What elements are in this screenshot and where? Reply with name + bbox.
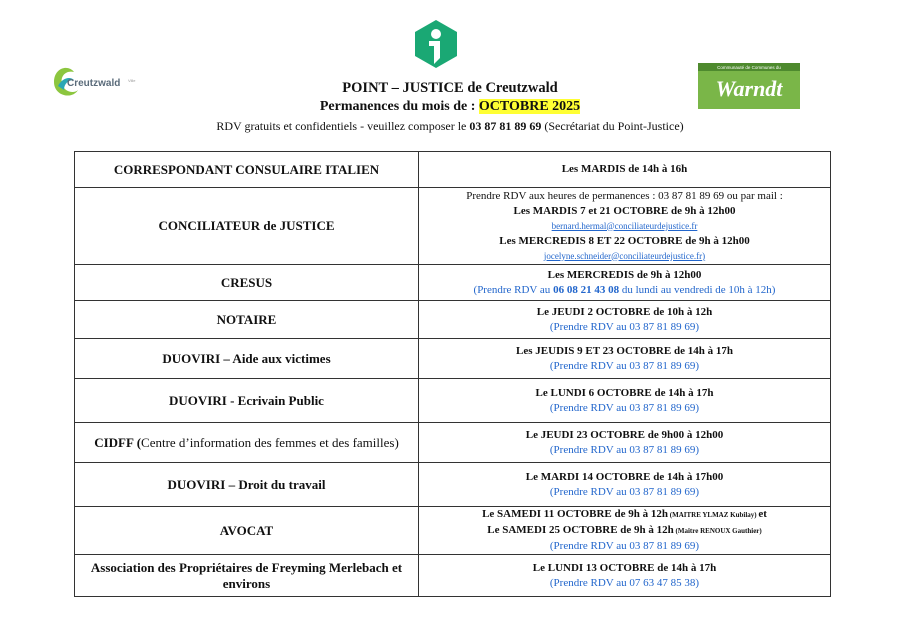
row-schedule — [419, 339, 831, 379]
email-link[interactable]: jocelyne.schneider@conciliateurdejustice.fr) — [543, 250, 706, 261]
table-row — [75, 188, 831, 265]
row-label: CONCILIATEUR de JUSTICE — [75, 188, 419, 265]
subtitle-prefix: Permanences du mois de : — [319, 99, 479, 114]
permanences-table — [74, 151, 831, 597]
schedule-line: Le JEUDI 2 OCTOBRE de 10h à 12h — [536, 305, 713, 318]
schedule-line: Les MARDIS de 14h à 16h — [561, 163, 688, 175]
schedule-line: Le JEUDI 23 OCTOBRE de 9h00 à 12h00 — [525, 428, 724, 441]
label-part: CIDFF ( — [94, 434, 142, 450]
schedule-line: Les JEUDIS 9 ET 23 OCTOBRE de 14h à 17h — [516, 344, 733, 357]
schedule-rdv: (Prendre RDV au 07 63 47 85 38) — [549, 576, 700, 589]
schedule-line: Les MARDIS 7 et 21 OCTOBRE de 9h à 12h00 — [513, 204, 736, 217]
table-row — [75, 379, 831, 423]
row-label: DUOVIRI – Aide aux victimes — [75, 339, 419, 379]
lawyer-name: (MAITRE YLMAZ Kubilay) — [668, 511, 759, 519]
lawyer-name: (Maitre RENOUX Gauthier) — [673, 527, 762, 535]
logo-left-small: Ville — [128, 78, 136, 83]
table-row — [75, 301, 831, 339]
schedule-rdv — [423, 283, 826, 298]
schedule-rdv: (Prendre RDV au 03 87 81 89 69) — [549, 443, 700, 456]
page-subtitle — [150, 99, 750, 115]
schedule-line: Le LUNDI 6 OCTOBRE de 14h à 17h — [535, 386, 714, 399]
month-highlight: OCTOBRE 2025 — [478, 99, 581, 114]
schedule-line: Le LUNDI 13 OCTOBRE de 14h à 17h — [532, 561, 717, 574]
row-label: NOTAIRE — [75, 301, 419, 339]
schedule-rdv: (Prendre RDV au 03 87 81 89 69) — [549, 359, 700, 372]
row-schedule — [419, 301, 831, 339]
page-title: POINT – JUSTICE de Creutzwald — [342, 80, 558, 96]
row-schedule — [419, 463, 831, 507]
schedule-note: Prendre RDV aux heures de permanences : 03 87 81 89 69 ou par mail : — [466, 189, 783, 202]
conjunction: et — [758, 508, 767, 520]
row-label: DUOVIRI - Ecrivain Public — [75, 379, 419, 423]
row-schedule — [419, 152, 831, 188]
row-label — [75, 423, 419, 463]
label-part: Centre d’information — [141, 434, 252, 450]
logo-right-main: Warndt — [715, 76, 783, 101]
schedule-time: Le SAMEDI 25 OCTOBRE de 9h à 12h — [487, 524, 674, 536]
schedule-line: Le MARDI 14 OCTOBRE de 14h à 17h00 — [525, 470, 724, 483]
rdv-suffix: (Secrétariat du Point-Justice) — [541, 119, 684, 133]
row-schedule — [419, 265, 831, 301]
schedule-rdv: (Prendre RDV au 03 87 81 89 69) — [549, 401, 700, 414]
row-schedule — [419, 188, 831, 265]
email-link[interactable]: bernard.hermal@conciliateurdejustice.fr — [551, 220, 698, 231]
schedule-line: Les MERCREDIS de 9h à 12h00 — [547, 268, 702, 281]
row-schedule — [419, 555, 831, 597]
rdv-line — [150, 119, 750, 134]
logo-right-top: Communauté de Communes du — [717, 65, 781, 70]
row-label: AVOCAT — [75, 507, 419, 555]
schedule-rdv: (Prendre RDV au 03 87 81 89 69) — [549, 485, 700, 498]
row-label: DUOVIRI – Droit du travail — [75, 463, 419, 507]
rdv-phone: 06 08 21 43 08 — [553, 283, 620, 296]
schedule-line: Les MERCREDIS 8 ET 22 OCTOBRE de 9h à 12h00 — [499, 234, 750, 247]
row-label: CORRESPONDANT CONSULAIRE ITALIEN — [75, 152, 419, 188]
table-row — [75, 463, 831, 507]
table-row — [75, 339, 831, 379]
table-row — [75, 152, 831, 188]
table-row — [75, 555, 831, 597]
table-row — [75, 423, 831, 463]
rdv-phone: 03 87 81 89 69 — [469, 119, 542, 133]
table-row — [75, 265, 831, 301]
table-row — [75, 507, 831, 555]
rdv-prefix: RDV gratuits et confidentiels - veuillez composer le — [216, 119, 470, 133]
row-label: CRESUS — [75, 265, 419, 301]
creutzwald-logo — [50, 62, 142, 102]
schedule-rdv: (Prendre RDV au 03 87 81 89 69) — [549, 540, 700, 552]
schedule-time: Le SAMEDI 11 OCTOBRE de 9h à 12h — [482, 508, 668, 520]
schedule-line — [423, 507, 826, 523]
point-justice-logo — [412, 18, 460, 72]
schedule-line — [423, 523, 826, 539]
rdv-text: (Prendre RDV au — [473, 283, 554, 296]
label-part: des femmes et des familles) — [251, 434, 399, 450]
row-schedule — [419, 379, 831, 423]
row-label: Association des Propriétaires de Freyming Merlebach et environs — [75, 555, 419, 597]
row-schedule — [419, 423, 831, 463]
rdv-text: du lundi au vendredi de 10h à 12h) — [619, 283, 776, 296]
row-schedule — [419, 507, 831, 555]
schedule-rdv: (Prendre RDV au 03 87 81 89 69) — [549, 320, 700, 333]
logo-left-text: Creutzwald — [67, 78, 121, 89]
